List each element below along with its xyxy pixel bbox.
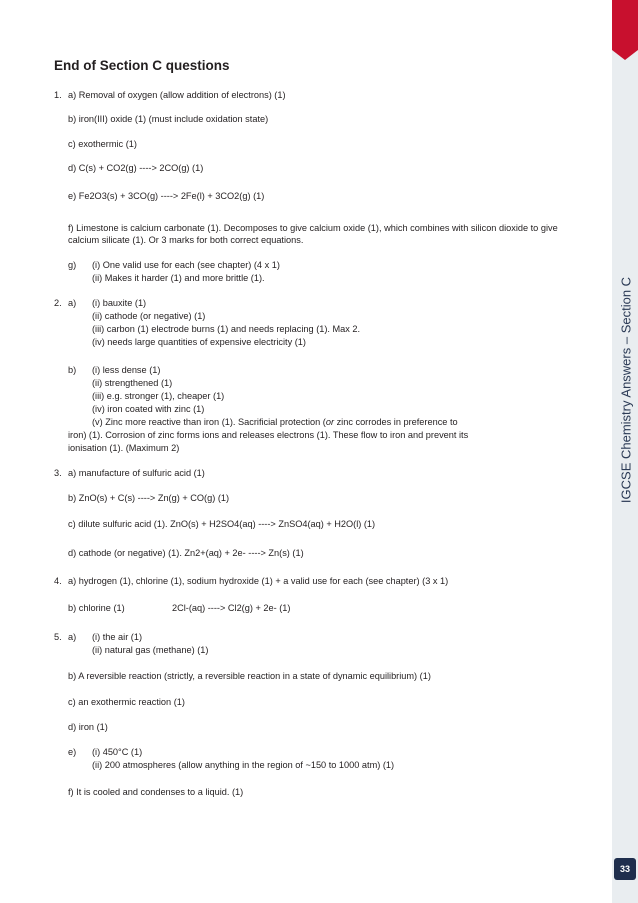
q5-f: f) It is cooled and condenses to a liquid. (1): [68, 787, 244, 797]
q2-b-v-or: or: [325, 417, 335, 427]
q2-a-label: a): [68, 298, 77, 308]
q5-number: 5.: [54, 632, 62, 642]
q2-b-i: (i) less dense (1): [92, 365, 161, 375]
q3-d: d) cathode (or negative) (1). Zn2+(aq) + 2e- ----> Zn(s) (1): [68, 548, 304, 558]
q2-b-iii: (iii) e.g. stronger (1), cheaper (1): [92, 391, 225, 401]
page-title: End of Section C questions: [54, 58, 230, 73]
q1-e: e) Fe2O3(s) + 3CO(g) ----> 2Fe(l) + 3CO2(g) (1): [68, 191, 265, 201]
q1-number: 1.: [54, 90, 62, 100]
q1-a: a) Removal of oxygen (allow addition of electrons) (1): [68, 90, 286, 100]
q2-b-iv: (iv) iron coated with zinc (1): [92, 404, 205, 414]
q3-c: c) dilute sulfuric acid (1). ZnO(s) + H2SO4(aq) ----> ZnSO4(aq) + H2O(l) (1): [68, 519, 376, 529]
q1-c: c) exothermic (1): [68, 139, 137, 149]
q5-e-ii: (ii) 200 atmospheres (allow anything in the region of ~150 to 1000 atm) (1): [92, 760, 395, 770]
q1-g-ii: (ii) Makes it harder (1) and more brittle (1).: [92, 273, 265, 283]
q2-b-v-part2: zinc corrodes in preference to: [334, 417, 458, 427]
q5-a-i: (i) the air (1): [92, 632, 143, 642]
q2-b-label: b): [68, 365, 77, 375]
q3-a: a) manufacture of sulfuric acid (1): [68, 468, 205, 478]
q5-e-i: (i) 450°C (1): [92, 747, 143, 757]
q2-b-v-line3: ionisation (1). (Maximum 2): [68, 443, 180, 453]
q5-d: d) iron (1): [68, 722, 108, 732]
q4-b-equation: 2Cl-(aq) ----> Cl2(g) + 2e- (1): [172, 603, 291, 613]
q1-g-i: (i) One valid use for each (see chapter) (4 x 1): [92, 260, 280, 270]
q3-number: 3.: [54, 468, 62, 478]
q4-number: 4.: [54, 576, 62, 586]
q2-b-v: [92, 416, 458, 428]
q5-e-label: e): [68, 747, 77, 757]
q1-f: f) Limestone is calcium carbonate (1). Decomposes to give calcium oxide (1), which combines with silicon dioxide to give calcium silicate (1). Or 3 marks for both correct equations.: [68, 223, 558, 245]
page-number: 33: [614, 858, 636, 880]
q2-b-ii: (ii) strengthened (1): [92, 378, 173, 388]
q2-a-i: (i) bauxite (1): [92, 298, 147, 308]
q5-c: c) an exothermic reaction (1): [68, 697, 185, 707]
q2-b-v-part1: (v) Zinc more reactive than iron (1). Sacrificial protection (: [92, 417, 326, 427]
q1-g-label: g): [68, 260, 77, 270]
side-title: IGCSE Chemistry Answers – Section C: [618, 276, 634, 504]
q5-a-ii: (ii) natural gas (methane) (1): [92, 645, 209, 655]
q5-b: b) A reversible reaction (strictly, a reversible reaction in a state of dynamic equilibrium) (1): [68, 671, 431, 681]
q2-a-iii: (iii) carbon (1) electrode burns (1) and needs replacing (1). Max 2.: [92, 324, 361, 334]
q2-a-iv: (iv) needs large quantities of expensive electricity (1): [92, 337, 306, 347]
q3-b: b) ZnO(s) + C(s) ----> Zn(g) + CO(g) (1): [68, 493, 230, 503]
q5-a-label: a): [68, 632, 77, 642]
q2-number: 2.: [54, 298, 62, 308]
q4-a: a) hydrogen (1), chlorine (1), sodium hydroxide (1) + a valid use for each (see chapter) (3 x 1): [68, 576, 449, 586]
q1-d: d) C(s) + CO2(g) ----> 2CO(g) (1): [68, 163, 204, 173]
q1-b: b) iron(III) oxide (1) (must include oxidation state): [68, 114, 269, 124]
q2-b-v-line2: iron) (1). Corrosion of zinc forms ions and releases electrons (1). These flow to iron and prevent its: [68, 430, 469, 440]
side-accent-tab: [612, 0, 638, 50]
q2-a-ii: (ii) cathode (or negative) (1): [92, 311, 206, 321]
q4-b-label: b) chlorine (1): [68, 603, 125, 613]
